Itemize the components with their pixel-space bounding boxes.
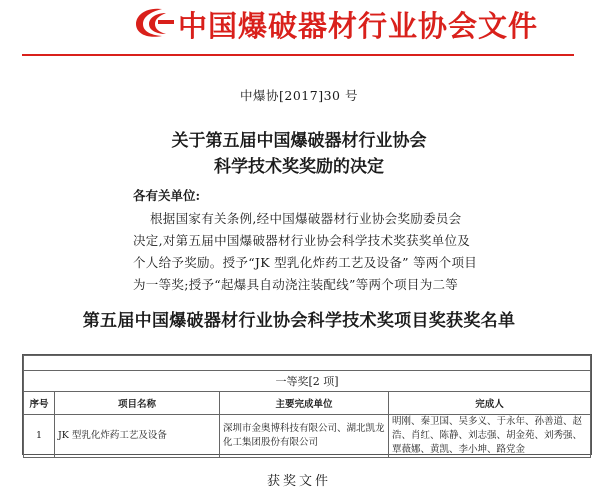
column-header-units: 主要完成单位 [220,392,389,415]
salutation: 各有关单位: [133,188,201,203]
award-list-title: 第五届中国爆破器材行业协会科学技术奖项目奖获奖名单 [82,311,516,331]
row-project: JK 型乳化炸药工艺及设备 [55,415,220,458]
award-category-row: 一等奖[2 项] [24,371,591,392]
header-red-rule [22,54,574,56]
table-row [24,415,591,458]
document-title [0,128,598,180]
document-title-line-1: 关于第五届中国爆破器材行业协会 [171,131,427,151]
column-header-no: 序号 [24,392,55,415]
swoosh-logo-icon [132,5,176,41]
row-units: 深圳市金奥博科技有限公司、湖北凯龙化工集团股份有限公司 [220,415,389,458]
body-paragraph-line: 为一等奖;授予“起爆具自动浇注装配线”等两个项目为二等 [133,277,459,292]
column-header-project: 项目名称 [55,392,220,415]
column-header-people: 完成人 [389,392,591,415]
row-people: 明刚、秦卫国、吴多义、于永年、孙善道、赵浩、肖红、陈静、刘志强、胡金苑、刘秀强、覃薇娜、黄凯、李小坤、路党金 [389,415,591,458]
document-number: 中爆协[2017]30 号 [240,88,358,103]
body-paragraph-line: 根据国家有关条例,经中国爆破器材行业协会奖励委员会 [150,211,462,226]
table-top-blank-row [24,356,591,371]
body-paragraph-line: 决定,对第五届中国爆破器材行业协会科学技术奖获奖单位及 [133,233,471,248]
image-caption: 获奖文件 [266,474,331,489]
award-table [22,354,592,455]
document-title-line-2: 科学技术奖奖励的决定 [214,157,384,177]
row-no: 1 [24,415,55,458]
body-paragraph-line: 个人给予奖励。授予“JK 型乳化炸药工艺及设备” 等两个项目 [133,255,478,270]
org-title: 中国爆破器材行业协会文件 [178,9,539,43]
